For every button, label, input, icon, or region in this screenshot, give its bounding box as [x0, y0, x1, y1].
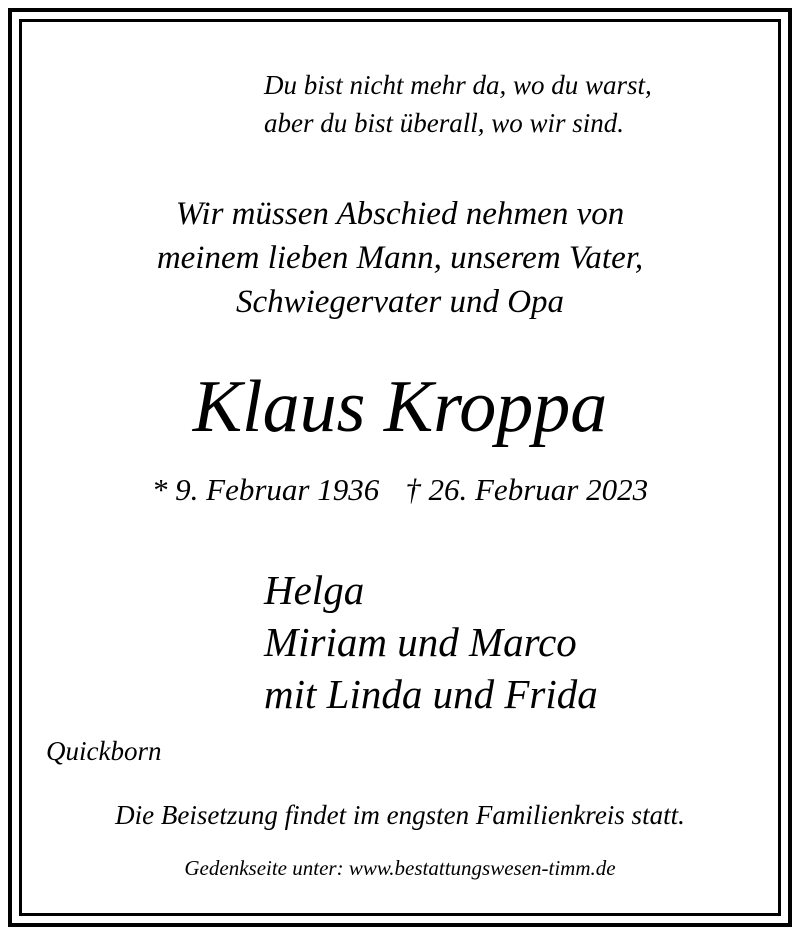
- announcement-line-2: meinem lieben Mann, unserem Vater,: [156, 240, 644, 276]
- condolence-quote: [264, 66, 652, 142]
- mourners-list: [264, 564, 598, 720]
- memorial-page-note: Gedenkseite unter: www.bestattungswesen-timm.de: [184, 856, 616, 880]
- quote-line-1: Du bist nicht mehr da, wo du warst,: [264, 70, 652, 100]
- deceased-name: Klaus Kroppa: [192, 366, 608, 448]
- burial-note: Die Beisetzung findet im engsten Familienkreis statt.: [115, 800, 685, 830]
- announcement-line-3: Schwiegervater und Opa: [235, 284, 565, 320]
- quote-line-2: aber du bist überall, wo wir sind.: [264, 108, 625, 138]
- announcement-line-1: Wir müssen Abschied nehmen von: [175, 196, 625, 232]
- announcement-text: [0, 192, 800, 324]
- death-date: † 26. Februar 2023: [405, 472, 649, 507]
- birth-date: * 9. Februar 1936: [151, 472, 380, 507]
- inner-border: [19, 19, 781, 916]
- mourner-line-2: Miriam und Marco: [264, 619, 577, 665]
- place-name: Quickborn: [46, 736, 162, 766]
- life-dates: [0, 474, 800, 505]
- mourner-line-3: mit Linda und Frida: [264, 671, 598, 717]
- mourner-line-1: Helga: [264, 567, 365, 613]
